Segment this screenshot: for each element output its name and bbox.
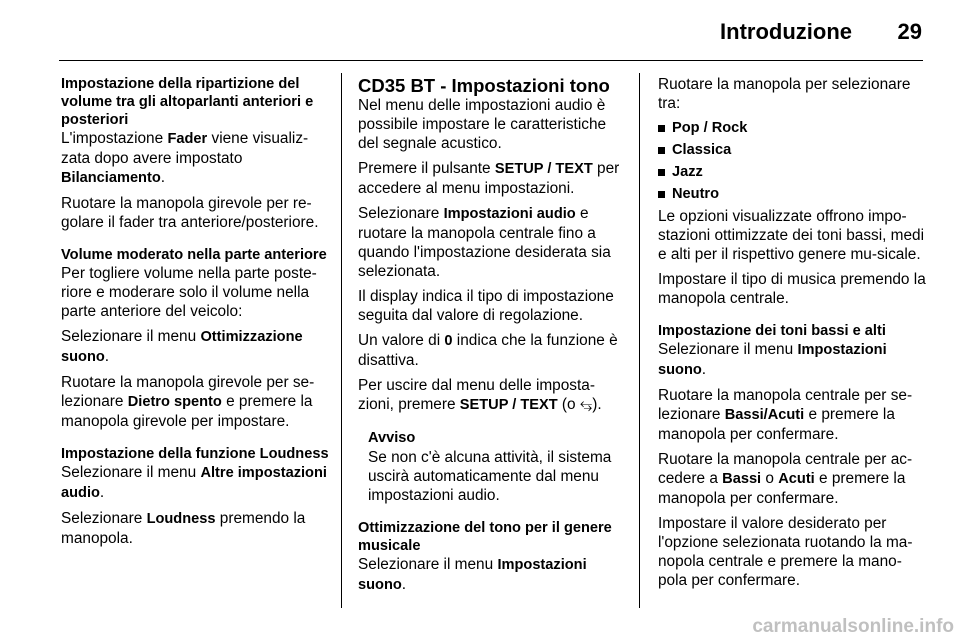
term: Loudness — [146, 511, 216, 527]
text: e premere la manopola girevole per impostare. — [61, 393, 313, 430]
notice-box — [368, 429, 624, 505]
term: SETUP / TEXT — [494, 161, 593, 177]
text: e premere la manopola per confermare. — [658, 406, 895, 443]
text: o — [761, 470, 779, 487]
column-2 — [358, 75, 624, 595]
bullet-icon — [658, 169, 665, 176]
text: e ruotare la manopola centrale fino a quando l'impostazione desiderata sia selezionata. — [358, 205, 611, 280]
text: viene visualiz-zata dopo avere impostato — [61, 130, 309, 167]
paragraph: Nel menu delle impostazioni audio è possibile impostare le caratteristiche del segnale acustico. — [358, 97, 607, 152]
term: Fader — [167, 131, 208, 147]
header-divider — [59, 60, 923, 61]
paragraph — [61, 129, 329, 188]
paragraph: Impostare il valore desiderato per l'opzione selezionata ruotando la ma-nopola centrale e premere la mano-pola per confermare. — [658, 515, 913, 589]
column-1 — [61, 75, 329, 548]
text: (o — [557, 396, 580, 413]
text: Per uscire dal menu delle imposta-zioni, premere — [358, 377, 595, 413]
paragraph — [358, 159, 624, 198]
text: Selezionare — [61, 510, 147, 527]
text: . — [701, 361, 707, 378]
text: e premere la manopola per confermare. — [658, 470, 906, 507]
section-heading: Impostazione della ripartizione del volume tra gli altoparlanti anteriori e posteriori — [61, 76, 314, 128]
text: . — [104, 348, 110, 365]
list-item: Pop / Rock — [658, 119, 926, 138]
paragraph — [358, 331, 624, 370]
section-heading: Volume moderato nella parte anteriore — [61, 247, 327, 263]
page-title: Introduzione — [720, 19, 852, 44]
term: 0 — [444, 333, 453, 349]
section-heading: Impostazione dei toni bassi e alti — [658, 323, 886, 339]
notice-title: Avviso — [368, 430, 416, 446]
term: Acuti — [778, 471, 815, 487]
paragraph: Le opzioni visualizzate offrono impo-stazioni ottimizzate dei toni bassi, medi e alti per il rispettivo genere mu-sicale. — [658, 208, 925, 263]
text: . — [160, 169, 166, 186]
paragraph — [61, 463, 329, 503]
text: Selezionare — [358, 205, 444, 222]
term: Dietro spento — [127, 394, 222, 410]
paragraph — [358, 204, 624, 281]
text: Selezionare il menu — [658, 341, 798, 358]
term: Impostazioni suono — [358, 557, 587, 593]
column-divider-2 — [639, 73, 640, 608]
paragraph — [358, 376, 624, 415]
list-item: Neutro — [658, 185, 926, 204]
watermark: carmanualsonline.info — [752, 616, 954, 637]
term: Bilanciamento — [61, 170, 161, 186]
text: ). — [592, 396, 602, 413]
bullet-icon — [658, 125, 665, 132]
notice-text: Se non c'è alcuna attività, il sistema uscirà automaticamente dal menu impostazioni audio. — [368, 449, 612, 504]
text: L'impostazione — [61, 130, 168, 147]
list-item: Jazz — [658, 163, 926, 182]
text: Premere il pulsante — [358, 160, 495, 177]
text: Ruotare la manopola girevole per se-lezionare — [61, 374, 315, 410]
paragraph: Il display indica il tipo di impostazione seguita dal valore di regolazione. — [358, 288, 614, 324]
bullet-icon — [658, 191, 665, 198]
paragraph: Impostare il tipo di musica premendo la manopola centrale. — [658, 271, 926, 307]
text: . — [401, 576, 407, 593]
term: Altre impostazioni audio — [61, 465, 327, 501]
paragraph — [61, 327, 329, 367]
text: . — [99, 484, 105, 501]
section-heading: Ottimizzazione del tono per il genere musicale — [358, 520, 612, 554]
genre-list — [658, 119, 926, 204]
term: SETUP / TEXT — [459, 397, 558, 413]
bullet-icon — [658, 147, 665, 154]
paragraph — [658, 450, 926, 508]
chapter-heading: CD35 BT - Impostazioni tono — [358, 75, 610, 96]
text: premendo la manopola. — [61, 510, 306, 547]
paragraph: Per togliere volume nella parte poste-riore e moderare solo il volume nella parte anteriore del veicolo: — [61, 265, 317, 320]
paragraph — [61, 509, 329, 548]
column-divider-1 — [341, 73, 342, 608]
term: Bassi — [722, 471, 762, 487]
term: Ottimizzazione suono — [61, 329, 303, 365]
page-header — [0, 0, 960, 62]
text: Selezionare il menu — [61, 328, 201, 345]
paragraph: Ruotare la manopola per selezionare tra: — [658, 76, 911, 112]
text: per accedere al menu impostazioni. — [358, 160, 620, 197]
paragraph: Ruotare la manopola girevole per re-golare il fader tra anteriore/posteriore. — [61, 195, 319, 231]
text: Ruotare la manopola centrale per ac-cedere a — [658, 451, 913, 487]
back-icon: ⥃ — [579, 396, 593, 413]
term: Impostazioni suono — [658, 342, 887, 378]
text: Un valore di — [358, 332, 445, 349]
page-number: 29 — [897, 19, 922, 44]
text: indica che la funzione è disattiva. — [358, 332, 618, 369]
term: Bassi/Acuti — [724, 407, 805, 423]
term: Impostazioni audio — [443, 206, 576, 222]
text: Selezionare il menu — [61, 464, 201, 481]
paragraph — [658, 340, 926, 380]
section-heading: Impostazione della funzione Loudness — [61, 446, 329, 462]
paragraph — [658, 386, 926, 444]
column-3 — [658, 75, 926, 590]
paragraph — [61, 373, 329, 431]
paragraph — [358, 555, 624, 595]
list-item: Classica — [658, 141, 926, 160]
text: Ruotare la manopola centrale per se-lezionare — [658, 387, 913, 423]
text: Selezionare il menu — [358, 556, 498, 573]
